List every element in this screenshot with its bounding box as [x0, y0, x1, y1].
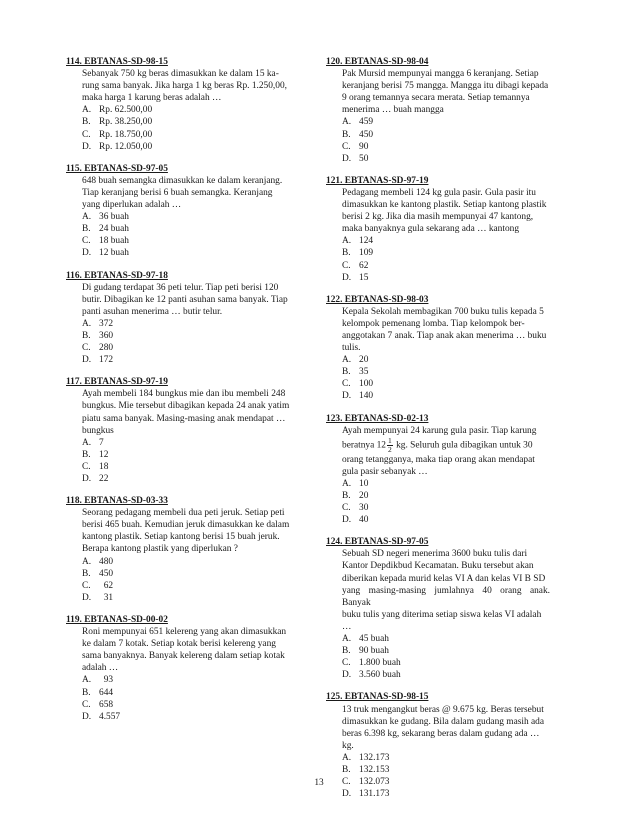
question-stem — [82, 507, 290, 555]
option-letter: B. — [82, 224, 91, 235]
option-text: 24 buah — [99, 224, 129, 235]
question-title: 118. EBTANAS-SD-03-33 — [66, 496, 168, 507]
option-text: 459 — [359, 117, 374, 128]
stem-line: diberikan kepada murid kelas VI A dan kelas VI B SD — [342, 573, 546, 584]
question-stem — [82, 175, 290, 211]
answer-option — [342, 764, 550, 776]
question-body — [66, 68, 290, 153]
stem-line: panti asuhan menerima … butir telur. — [82, 306, 223, 317]
stem-line: berisi 2 kg. Jika dia masih mempunyai 47 kantong, — [342, 212, 534, 223]
stem-line: Seorang pedagang membeli dua peti jeruk. Setiap peti — [82, 508, 285, 519]
option-text: 372 — [99, 318, 114, 329]
question-stem — [342, 704, 550, 752]
option-text: 30 — [359, 503, 369, 514]
stem-line: Kepala Sekolah membagikan 700 buku tulis kepada 5 — [342, 306, 544, 317]
option-letter: D. — [342, 789, 352, 800]
option-letter: A. — [342, 752, 352, 763]
answer-option — [82, 354, 290, 366]
option-letter: A. — [82, 437, 92, 448]
stem-line: kelompok pemenang lomba. Tiap kelompok ber- — [342, 318, 525, 329]
question-body — [326, 68, 550, 165]
stem-line: bungkus. Mie tersebut dibagikan kepada 24 anak yatim — [82, 401, 290, 412]
stem-line: ke dalam 7 kotak. Setiap kotak berisi kelereng yang — [82, 639, 276, 650]
stem-line: yang diperlukan adalah … — [82, 200, 182, 211]
answer-option — [342, 129, 550, 141]
option-text: 450 — [99, 568, 114, 579]
question-block — [66, 495, 290, 604]
option-letter: B. — [82, 568, 91, 579]
option-letter: C. — [82, 461, 91, 472]
answer-option — [82, 592, 290, 604]
question-title: 124. EBTANAS-SD-97-05 — [326, 537, 429, 548]
answer-option — [82, 556, 290, 568]
answer-option — [342, 116, 550, 128]
option-text: 132.073 — [359, 777, 390, 788]
option-text: 644 — [99, 687, 114, 698]
answer-option — [82, 330, 290, 342]
fraction-numerator: 1 — [388, 435, 392, 445]
option-text: 100 — [359, 379, 374, 390]
answer-option — [342, 633, 550, 645]
option-text: 62 — [359, 260, 369, 271]
option-letter: A. — [342, 236, 352, 247]
answer-option — [342, 514, 550, 526]
option-text: 131.173 — [359, 789, 390, 800]
option-letter: B. — [82, 117, 91, 128]
option-letter: B. — [342, 646, 351, 657]
answer-option — [82, 235, 290, 247]
option-text: 22 — [99, 474, 109, 484]
stem-line: 648 buah semangka dimasukkan ke dalam keranjang. — [82, 175, 283, 186]
question-block — [326, 294, 550, 403]
stem-line: adalah … — [82, 663, 119, 674]
answer-option — [82, 141, 290, 153]
option-letter: C. — [342, 260, 351, 271]
option-text: 20 — [359, 355, 369, 366]
question-body — [66, 388, 290, 485]
answer-option — [82, 129, 290, 141]
answer-option — [82, 247, 290, 259]
stem-line: Sebuah SD negeri menerima 3600 buku tulis dari — [342, 549, 528, 560]
left-column — [66, 56, 290, 733]
option-letter: B. — [82, 449, 91, 460]
stem-line: Sebanyak 750 kg beras dimasukkan ke dalam 15 ka- — [82, 69, 279, 80]
stem-line: Pak Mursid mempunyai mangga 6 keranjang. Setiap — [342, 69, 539, 80]
option-letter: D. — [342, 153, 352, 164]
question-body — [326, 187, 550, 284]
answer-option — [82, 211, 290, 223]
answer-option — [342, 354, 550, 366]
option-text: 93 — [99, 675, 114, 686]
stem-line: kantong plastik. Setiap kantong berisi 15 buah jeruk. — [82, 532, 280, 543]
stem-line: beras 6.398 kg, sekarang beras dalam gudang ada … — [342, 728, 540, 739]
stem-line: dimasukkan ke kantong plastik. Setiap kantong plastik — [342, 200, 547, 211]
answer-option — [82, 116, 290, 128]
option-letter: A. — [82, 675, 92, 686]
option-letter: D. — [342, 272, 352, 283]
option-letter: A. — [82, 318, 92, 329]
stem-line: Tiap keranjang berisi 6 buah semangka. Keranjang — [82, 187, 273, 198]
option-letter: C. — [342, 658, 351, 669]
question-title: 117. EBTANAS-SD-97-19 — [66, 377, 168, 388]
answer-option — [82, 568, 290, 580]
question-body — [326, 425, 550, 527]
option-letter: C. — [82, 236, 91, 247]
answer-option — [342, 141, 550, 153]
option-letter: D. — [342, 391, 352, 402]
option-text: Rp. 38.250,00 — [99, 117, 153, 128]
option-text: 172 — [99, 355, 114, 366]
stem-line: dimasukkan ke gudang. Bila dalam gudang masih ada — [342, 716, 545, 727]
option-letter: B. — [342, 367, 351, 378]
answer-option — [342, 260, 550, 272]
stem-line: berisi 465 buah. Kemudian jeruk dimasukkan ke dalam — [82, 520, 290, 531]
answer-option — [342, 490, 550, 502]
answer-option — [82, 674, 290, 686]
answer-option — [82, 342, 290, 354]
option-text: Rp. 62.500,00 — [99, 105, 153, 116]
option-letter: A. — [342, 478, 352, 489]
stem-line: rung sama banyak. Jika harga 1 kg beras Rp. 1.250,00, — [82, 81, 287, 92]
question-stem — [342, 425, 550, 478]
option-text: 140 — [359, 391, 374, 402]
answer-option — [82, 699, 290, 711]
right-column — [326, 56, 550, 810]
question-title: 114. EBTANAS-SD-98-15 — [66, 57, 168, 67]
option-letter: A. — [82, 105, 92, 116]
stem-line: anggotakan 7 anak. Tiap anak akan menerima … buku — [342, 330, 547, 341]
answer-option — [82, 580, 290, 592]
question-stem — [342, 306, 550, 354]
question-block — [66, 56, 290, 153]
answer-option — [82, 473, 290, 485]
option-text: 12 buah — [99, 248, 129, 259]
option-letter: D. — [82, 248, 92, 259]
stem-text: kg. Seluruh gula dibagikan untuk 30 — [393, 440, 533, 451]
option-text: 10 — [359, 478, 369, 489]
stem-text: beratnya 12 — [342, 440, 386, 451]
answer-option — [82, 318, 290, 330]
option-text: Rp. 12.050,00 — [99, 141, 153, 152]
option-letter: D. — [82, 474, 92, 484]
option-text: 40 — [359, 515, 369, 526]
option-letter: B. — [342, 129, 351, 140]
question-title: 119. EBTANAS-SD-00-02 — [66, 614, 168, 625]
option-text: 124 — [359, 236, 374, 247]
answer-option — [82, 687, 290, 699]
stem-line — [342, 437, 550, 454]
answer-option — [82, 461, 290, 473]
option-letter: C. — [342, 379, 351, 390]
stem-line: orang tetangganya, maka tiap orang akan mendapat — [342, 454, 535, 465]
stem-line: bungkus — [82, 425, 114, 436]
stem-line: Di gudang terdapat 36 peti telur. Tiap peti berisi 120 — [82, 282, 279, 293]
question-stem — [82, 388, 290, 436]
option-text: 450 — [359, 129, 374, 140]
answer-option — [342, 752, 550, 764]
option-letter: C. — [342, 777, 351, 788]
option-letter: C. — [82, 343, 91, 354]
stem-line: 9 orang temannya secara merata. Setiap temannya — [342, 93, 530, 104]
option-letter: D. — [342, 515, 352, 526]
stem-line: maka banyaknya gula sekarang ada … kantong — [342, 224, 520, 235]
stem-line: 13 truk mengangkut beras @ 9.675 kg. Beras tersebut — [342, 704, 544, 715]
option-text: Rp. 18.750,00 — [99, 129, 153, 140]
option-letter: C. — [82, 129, 91, 140]
stem-line: Kantor Depdikbud Kecamatan. Buku tersebut akan — [342, 561, 534, 572]
stem-line: buku tulis yang diterima setiap siswa kelas VI adalah — [342, 609, 542, 620]
option-text: 480 — [99, 556, 114, 567]
question-block — [66, 270, 290, 367]
stem-line: yang masing-masing jumlahnya 40 orang anak. Banyak — [342, 585, 550, 608]
option-letter: A. — [82, 212, 92, 223]
stem-line: keranjang berisi 75 mangga. Mangga itu dibagi kepada — [342, 81, 549, 92]
option-text: 360 — [99, 330, 114, 341]
fraction — [387, 437, 393, 454]
stem-line: piatu sama banyak. Masing-masing anak mendapat … — [82, 413, 286, 424]
question-block — [326, 175, 550, 284]
page-number: 13 — [314, 778, 324, 788]
stem-line: … — [342, 621, 352, 632]
fraction-denominator: 2 — [388, 444, 392, 454]
option-text: 20 — [359, 491, 369, 501]
question-title: 122. EBTANAS-SD-98-03 — [326, 294, 429, 305]
question-stem — [82, 626, 290, 674]
answer-option — [342, 366, 550, 378]
answer-option — [342, 235, 550, 247]
answer-option — [342, 502, 550, 514]
option-text: 50 — [359, 153, 369, 164]
question-title: 123. EBTANAS-SD-02-13 — [326, 413, 429, 424]
question-block — [66, 163, 290, 260]
option-text: 132.153 — [359, 764, 390, 775]
answer-option — [82, 711, 290, 723]
option-text: 109 — [359, 248, 374, 259]
answer-option — [342, 645, 550, 657]
question-title: 116. EBTANAS-SD-97-18 — [66, 270, 168, 281]
option-text: 15 — [359, 272, 369, 283]
question-body — [66, 507, 290, 604]
question-block — [326, 536, 550, 681]
option-letter: C. — [82, 580, 91, 591]
stem-line: maka harga 1 karung beras adalah … — [82, 93, 222, 104]
option-letter: A. — [342, 117, 352, 128]
option-text: 90 — [359, 141, 369, 152]
option-text: 62 — [99, 580, 114, 591]
answer-option — [82, 437, 290, 449]
question-block — [326, 413, 550, 527]
stem-line: tulis. — [342, 343, 361, 354]
option-letter: C. — [82, 699, 91, 710]
stem-line: kg. — [342, 740, 354, 751]
option-text: 658 — [99, 699, 114, 710]
stem-line: gula pasir sebanyak … — [342, 466, 428, 477]
question-stem — [342, 548, 550, 633]
question-stem — [82, 68, 290, 104]
answer-option — [342, 153, 550, 165]
option-text: 132.173 — [359, 752, 390, 763]
option-letter: C. — [342, 141, 351, 152]
question-block — [66, 376, 290, 485]
option-letter: A. — [342, 355, 352, 366]
option-text: 45 buah — [359, 634, 389, 645]
answer-option — [342, 378, 550, 390]
option-text: 7 — [99, 437, 104, 448]
stem-line: Ayah mempunyai 24 karung gula pasir. Tiap karung — [342, 425, 537, 436]
option-letter: B. — [342, 764, 351, 775]
question-title: 125. EBTANAS-SD-98-15 — [326, 692, 429, 703]
question-body — [66, 626, 290, 723]
answer-option — [82, 223, 290, 235]
question-stem — [82, 282, 290, 318]
option-text: 4.557 — [99, 711, 121, 722]
option-text: 12 — [99, 449, 109, 460]
option-letter: D. — [82, 592, 92, 603]
answer-option — [342, 390, 550, 402]
stem-line: Ayah membeli 184 bungkus mie dan ibu membeli 248 — [82, 389, 286, 400]
question-block — [326, 56, 550, 165]
stem-line: menerima … buah mangga — [342, 105, 444, 116]
option-letter: B. — [82, 687, 91, 698]
option-text: 31 — [99, 592, 114, 603]
option-letter: B. — [82, 330, 91, 341]
answer-option — [342, 478, 550, 490]
stem-line: butir. Dibagikan ke 12 panti asuhan sama banyak. Tiap — [82, 294, 288, 305]
question-title: 115. EBTANAS-SD-97-05 — [66, 163, 168, 174]
question-title: 121. EBTANAS-SD-97-19 — [326, 175, 429, 186]
option-text: 90 buah — [359, 646, 389, 657]
option-letter: A. — [82, 556, 92, 567]
option-text: 36 buah — [99, 212, 129, 223]
option-letter: D. — [342, 670, 352, 681]
question-body — [66, 175, 290, 260]
option-letter: D. — [82, 711, 92, 722]
question-body — [66, 282, 290, 367]
question-body — [326, 306, 550, 403]
question-stem — [342, 68, 550, 116]
answer-option — [342, 788, 550, 800]
option-text: 1.800 buah — [359, 658, 401, 669]
option-letter: B. — [342, 248, 351, 259]
answer-option — [82, 104, 290, 116]
option-text: 35 — [359, 367, 369, 378]
option-letter: B. — [342, 491, 351, 501]
answer-option — [342, 247, 550, 259]
stem-line: Pedagang membeli 124 kg gula pasir. Gula pasir itu — [342, 187, 536, 198]
stem-line: Berapa kantong plastik yang diperlukan ? — [82, 544, 238, 555]
option-text: 18 buah — [99, 236, 129, 247]
answer-option — [342, 657, 550, 669]
stem-line: sama banyaknya. Banyak kelereng dalam setiap kotak — [82, 651, 285, 662]
stem-line: Roni mempunyai 651 kelereng yang akan dimasukkan — [82, 627, 287, 638]
question-body — [326, 548, 550, 681]
question-stem — [342, 187, 550, 235]
answer-option — [82, 449, 290, 461]
answer-option — [342, 272, 550, 284]
answer-option — [342, 669, 550, 681]
option-letter: D. — [82, 141, 92, 152]
option-text: 3.560 buah — [359, 670, 401, 681]
question-block — [66, 614, 290, 723]
option-letter: C. — [342, 503, 351, 514]
option-text: 280 — [99, 343, 114, 354]
question-title: 120. EBTANAS-SD-98-04 — [326, 57, 429, 67]
option-letter: D. — [82, 355, 92, 366]
option-letter: A. — [342, 634, 352, 645]
option-text: 18 — [99, 461, 109, 472]
